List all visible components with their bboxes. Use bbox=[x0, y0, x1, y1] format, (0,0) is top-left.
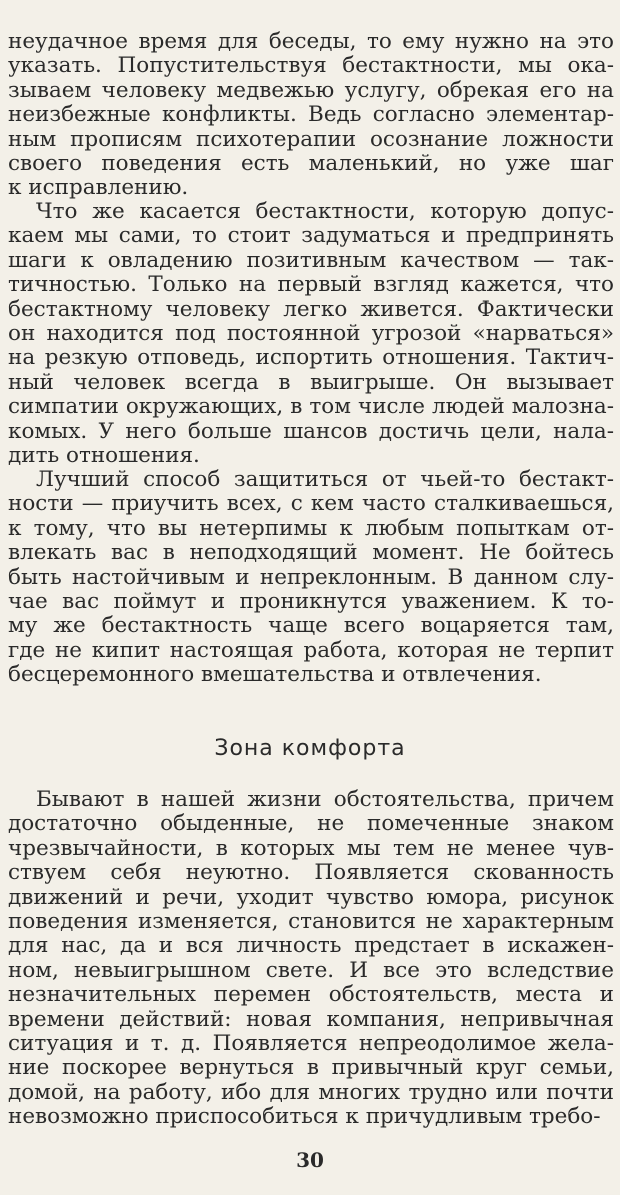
text-line: симпатии окружающих, в том числе людей малозна- bbox=[8, 394, 614, 420]
text-line: ном, невыигрышном свете. И все это вследствие bbox=[8, 957, 614, 983]
text-line: ние поскорее вернуться в привычный круг семьи, bbox=[8, 1055, 614, 1081]
text-line: шаги к овладению позитивным качеством — так- bbox=[8, 247, 614, 273]
text-line: где не кипит настоящая работа, которая не терпит bbox=[8, 637, 614, 663]
section-heading: Зона комфорта bbox=[214, 736, 406, 761]
text-line: му же бестактность чаще всего воцаряется там, bbox=[8, 613, 614, 639]
text-line: указать. Попустительствуя бестактности, мы ока- bbox=[8, 53, 614, 79]
text-line: тичностью. Только на первый взгляд кажется, что bbox=[8, 272, 614, 298]
text-line: движений и речи, уходит чувство юмора, рисунок bbox=[8, 884, 614, 910]
text-line: чрезвычайности, в которых мы тем не менее чув- bbox=[8, 835, 614, 861]
text-line: каем мы сами, то стоит задуматься и предпринять bbox=[8, 223, 614, 249]
paragraph-tactlessness bbox=[8, 200, 614, 468]
text-line: Лучший способ защититься от чьей-то бестакт- bbox=[36, 467, 614, 492]
text-line: достаточно обыденные, не помеченные знаком bbox=[8, 811, 614, 837]
text-line: дить отношения. bbox=[8, 442, 200, 468]
text-line: неизбежные конфликты. Ведь согласно элементар- bbox=[8, 102, 614, 128]
text-line: на резкую отповедь, испортить отношения. Тактич- bbox=[8, 345, 614, 371]
text-line: ный человек всегда в выигрыше. Он вызывает bbox=[8, 369, 614, 395]
text-line: быть настойчивым и непреклонным. В данном слу- bbox=[8, 564, 614, 590]
text-line: своего поведения есть маленький, но уже шаг bbox=[8, 150, 614, 176]
text-line: невозможно приспособиться к причудливым требо- bbox=[8, 1104, 601, 1130]
text-line: зываем человеку медвежью услугу, обрекая его на bbox=[8, 77, 614, 103]
text-line: влекать вас в неподходящий момент. Не бойтесь bbox=[8, 540, 614, 566]
text-line: времени действий: новая компания, непривычная bbox=[8, 1006, 614, 1032]
text-line: он находится под постоянной угрозой «нарваться» bbox=[8, 320, 614, 346]
paragraph-comfort-zone bbox=[8, 788, 614, 1129]
text-line: к исправлению. bbox=[8, 175, 189, 201]
text-line: неудачное время для беседы, то ему нужно на это bbox=[8, 29, 614, 54]
text-line: ным прописям психотерапии осознание ложности bbox=[8, 126, 614, 152]
text-line: Бывают в нашей жизни обстоятельства, причем bbox=[36, 787, 614, 812]
paragraph-protection bbox=[8, 468, 614, 688]
text-line: чае вас поймут и проникнутся уважением. К то- bbox=[8, 588, 614, 614]
paragraph-continuation bbox=[8, 30, 614, 201]
text-line: незначительных перемен обстоятельств, места и bbox=[8, 982, 614, 1008]
text-line: Что же касается бестактности, которую допус- bbox=[36, 199, 614, 224]
text-line: бестактному человеку легко живется. Фактически bbox=[8, 296, 614, 322]
text-line: ности — приучить всех, с кем часто сталкиваешься, bbox=[8, 491, 614, 517]
text-line: домой, на работу, ибо для многих трудно или почти bbox=[8, 1079, 614, 1105]
text-line: ствуем себя неуютно. Появляется скованность bbox=[8, 860, 614, 886]
text-line: бесцеремонного вмешательства и отвлечения. bbox=[8, 662, 542, 688]
text-line: ситуация и т. д. Появляется непреодолимое жела- bbox=[8, 1030, 614, 1056]
text-line: к тому, что вы нетерпимы к любым попыткам от- bbox=[8, 515, 614, 541]
page-number: 30 bbox=[296, 1148, 324, 1172]
text-line: поведения изменяется, становится не характерным bbox=[8, 908, 614, 934]
text-line: комых. У него больше шансов достичь цели, нала- bbox=[8, 418, 614, 444]
text-line: для нас, да и вся личность предстает в искажен- bbox=[8, 933, 614, 959]
